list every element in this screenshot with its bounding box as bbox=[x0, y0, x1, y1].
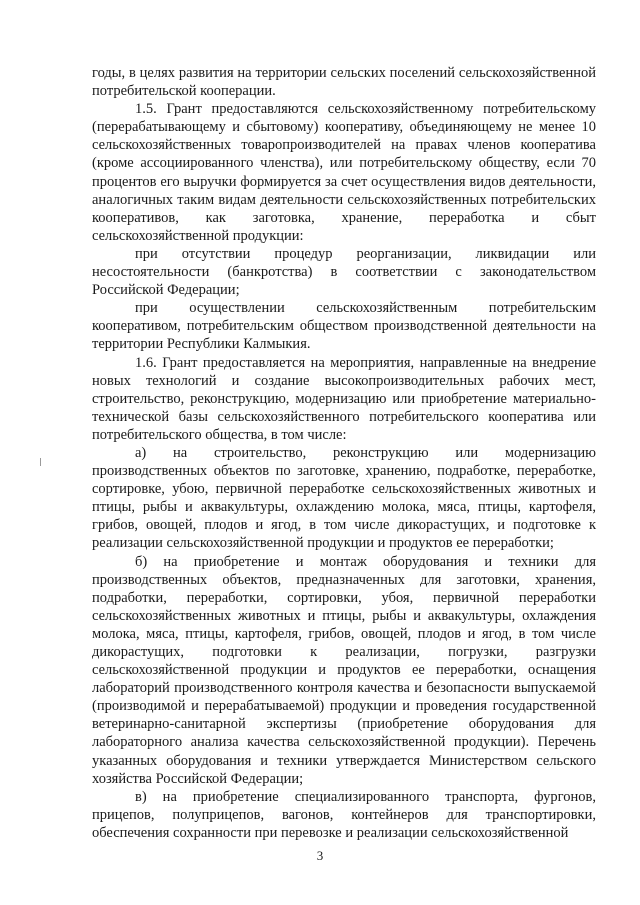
paragraph-condition-2: при осуществлении сельскохозяйственным потребительским кооперативом, потребительским обществом производственной деятельности на территории Республики Калмыкия. bbox=[92, 300, 596, 353]
paragraph-item-b: б) на приобретение и монтаж оборудования и техники для производственных объектов, предназначенных для заготовки, хранения, подработки, переработки, сортировки, убоя, первичной переработки сельскохозяйственных животных и птицы, рыбы и аквакультуры, охлаждения молока, мяса, птицы, картофеля, грибов, овощей, плодов и ягод, в том числе дикорастущих, подготовки к реализации, погрузки, разгрузки сельскохозяйственной продукции и продуктов ее переработки, оснащения лабораторий производственного контроля качества и безопасности выпускаемой (производимой и перерабатываемой) продукции и проведения государственной ветеринарно-санитарной экспертизы (приобретение оборудования для лабораторного анализа качества сельскохозяйственной продукции). Перечень указанных оборудования и техники утверждается Министерством сельского хозяйства Российской Федерации; bbox=[92, 553, 596, 787]
margin-scan-mark bbox=[40, 458, 41, 466]
paragraph-1-6: 1.6. Грант предоставляется на мероприятия, направленные на внедрение новых технологий и создание высокопроизводительных рабочих мест, строительство, реконструкцию, модернизацию или приобретение материально-технической базы сельскохозяйственного потребительского кооператива или потребительского общества, в том числе: bbox=[92, 354, 596, 443]
paragraph-item-a: а) на строительство, реконструкцию или модернизацию производственных объектов по заготовке, хранению, подработке, переработке, сортировке, убою, первичной переработке сельскохозяйственных животных и птицы, рыбы и аквакультуры, охлаждению молока, мяса, птицы, картофеля, грибов, овощей, плодов и ягод, в том числе дикорастущих, и подготовке к реализации сельскохозяйственной продукции и продуктов ее переработки; bbox=[92, 444, 596, 552]
paragraph-continuation: годы, в целях развития на территории сельских поселений сельскохозяйственной потребительской кооперации. bbox=[92, 65, 596, 100]
document-body bbox=[92, 64, 596, 842]
page-number: 3 bbox=[316, 848, 324, 863]
paragraph-1-5: 1.5. Грант предоставляются сельскохозяйственному потребительскому (перерабатывающему и сбытовому) кооперативу, объединяющему не менее 10 сельскохозяйственных товаропроизводителей на правах членов кооператива (кроме ассоциированного членства), или потребительскому обществу, если 70 процентов его выручки формируется за счет осуществления видов деятельности, аналогичных таким видам деятельности сельскохозяйственных потребительских кооперативов, как заготовка, хранение, переработка и сбыт сельскохозяйственной продукции: bbox=[92, 101, 596, 244]
paragraph-condition-1: при отсутствии процедур реорганизации, ликвидации или несостоятельности (банкротства) в соответствии с законодательством Российской Федерации; bbox=[92, 245, 596, 299]
paragraph-item-v: в) на приобретение специализированного транспорта, фургонов, прицепов, полуприцепов, вагонов, контейнеров для транспортировки, обеспечения сохранности при перевозке и реализации сельскохозяйственной bbox=[92, 788, 596, 841]
